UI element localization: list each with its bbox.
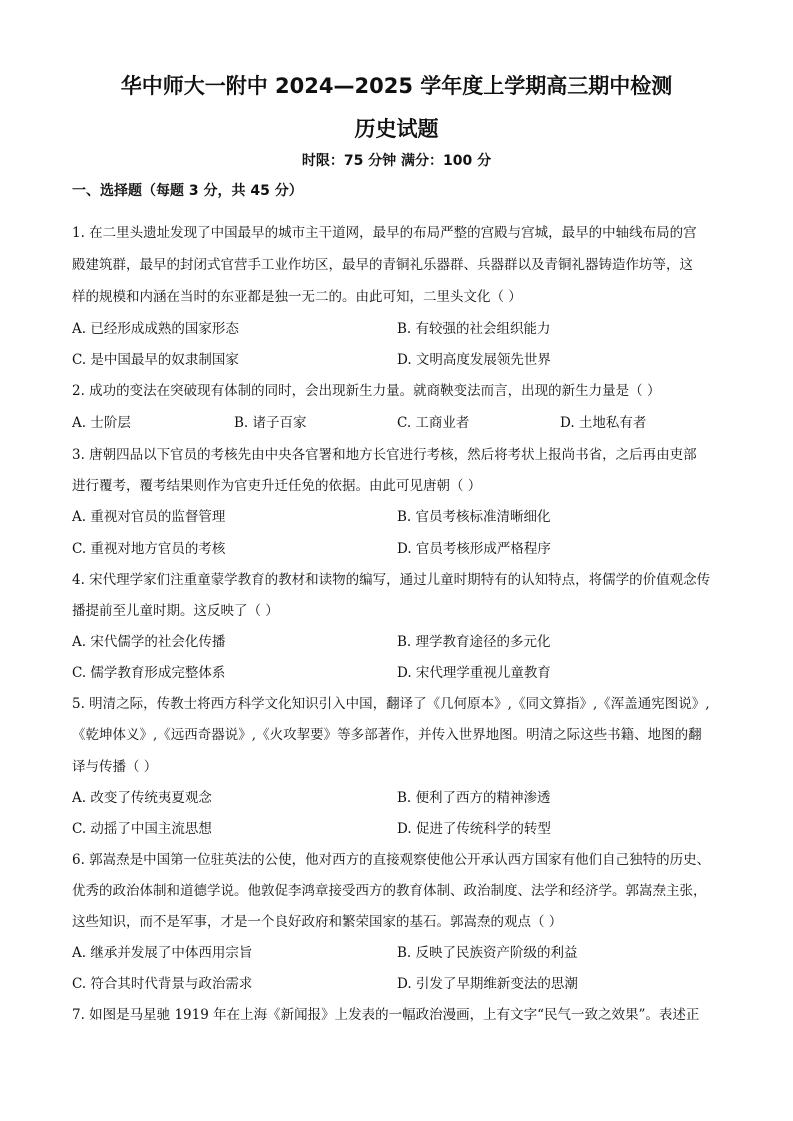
question-6-option-a[interactable]: A. 继承并发展了中体西用宗旨 [72, 945, 253, 961]
question-5-option-d[interactable]: D. 促进了传统科学的转型 [397, 821, 551, 837]
question-6-option-b[interactable]: B. 反映了民族资产阶级的利益 [397, 945, 578, 961]
question-3-stem-line: 进行覆考，覆考结果则作为官吏升迁任免的依据。由此可见唐朝（ ） [72, 478, 482, 494]
question-4-stem-line: 4. 宋代理学家们注重童蒙学教育的教材和读物的编写，通过儿童时期特有的认知特点，将儒学的价值观念传 [72, 572, 711, 588]
question-4-stem-line: 播提前至儿童时期。这反映了（ ） [72, 603, 279, 619]
question-6-stem-line: 优秀的政治体制和道德学说。他敦促李鸿章接受西方的教育体制、政治制度、法学和经济学。郭嵩焘主张， [72, 883, 707, 899]
question-1-option-a[interactable]: A. 已经形成成熟的国家形态 [72, 321, 239, 337]
question-2-option-c[interactable]: C. 工商业者 [397, 415, 470, 431]
question-1-option-d[interactable]: D. 文明高度发展领先世界 [397, 352, 551, 368]
question-1-stem-line: 殿建筑群，最早的封闭式官营手工业作坊区，最早的青铜礼乐器群、兵器群以及青铜礼器铸造作坊等，这 [72, 257, 693, 273]
question-5-option-b[interactable]: B. 便利了西方的精神渗透 [397, 790, 551, 806]
question-1-stem-line: 1. 在二里头遗址发现了中国最早的城市主干道网，最早的布局严整的宫殿与宫城，最早的中轴线布局的宫 [72, 225, 697, 241]
question-4-option-a[interactable]: A. 宋代儒学的社会化传播 [72, 634, 226, 650]
exam-info: 时限：75 分钟 满分：100 分 [301, 153, 492, 169]
subject-title: 历史试题 [354, 117, 439, 141]
question-3-option-b[interactable]: B. 官员考核标准清晰细化 [397, 509, 551, 525]
exam-title: 华中师大一附中 2024—2025 学年度上学期高三期中检测 [120, 74, 673, 98]
question-5-option-c[interactable]: C. 动摇了中国主流思想 [72, 821, 212, 837]
question-2-option-b[interactable]: B. 诸子百家 [234, 415, 307, 431]
question-6-option-d[interactable]: D. 引发了早期维新变法的思潮 [397, 976, 578, 992]
question-3-stem-line: 3. 唐朝四品以下官员的考核先由中央各官署和地方长官进行考核，然后将考状上报尚书省，之后再由吏部 [72, 447, 697, 463]
question-6-stem-line: 6. 郭嵩焘是中国第一位驻英法的公使，他对西方的直接观察使他公开承认西方国家有他们自己独特的历史、 [72, 852, 711, 868]
question-5-option-a[interactable]: A. 改变了传统夷夏观念 [72, 790, 212, 806]
question-1-stem-line: 样的规模和内涵在当时的东亚都是独一无二的。由此可知，二里头文化（ ） [72, 289, 522, 305]
question-1-option-c[interactable]: C. 是中国最早的奴隶制国家 [72, 352, 239, 368]
question-6-stem-line: 这些知识，而不是军事，才是一个良好政府和繁荣国家的基石。郭嵩焘的观点（ ） [72, 914, 563, 930]
question-6-option-c[interactable]: C. 符合其时代背景与政治需求 [72, 976, 253, 992]
question-2-option-a[interactable]: A. 士阶层 [72, 415, 131, 431]
question-4-option-c[interactable]: C. 儒学教育形成完整体系 [72, 665, 226, 681]
question-1-option-b[interactable]: B. 有较强的社会组织能力 [397, 321, 551, 337]
question-7-stem-line: 7. 如图是马星驰 1919 年在上海《新闻报》上发表的一幅政治漫画，上有文字“民气一致之效果”。表述正 [72, 1007, 700, 1023]
question-4-option-d[interactable]: D. 宋代理学重视儿童教育 [397, 665, 551, 681]
question-2-stem-line: 2. 成功的变法在突破现有体制的同时，会出现新生力量。就商鞅变法而言，出现的新生力量是（ ） [72, 383, 661, 399]
section-heading: 一、选择题（每题 3 分，共 45 分） [72, 183, 303, 199]
question-3-option-a[interactable]: A. 重视对官员的监督管理 [72, 509, 226, 525]
question-5-stem-line: 《乾坤体义》,《远西奇器说》,《火攻挈要》等多部著作，并传入世界地图。明清之际这些书籍、地图的翻 [72, 727, 702, 743]
question-4-option-b[interactable]: B. 理学教育途径的多元化 [397, 634, 551, 650]
question-2-option-d[interactable]: D. 土地私有者 [560, 415, 647, 431]
question-5-stem-line: 5. 明清之际，传教士将西方科学文化知识引入中国，翻译了《几何原本》,《同文算指》,《浑盖通宪图说》, [72, 696, 710, 712]
question-3-option-c[interactable]: C. 重视对地方官员的考核 [72, 541, 226, 557]
question-3-option-d[interactable]: D. 官员考核形成严格程序 [397, 541, 551, 557]
question-5-stem-line: 译与传播（ ） [72, 759, 158, 775]
